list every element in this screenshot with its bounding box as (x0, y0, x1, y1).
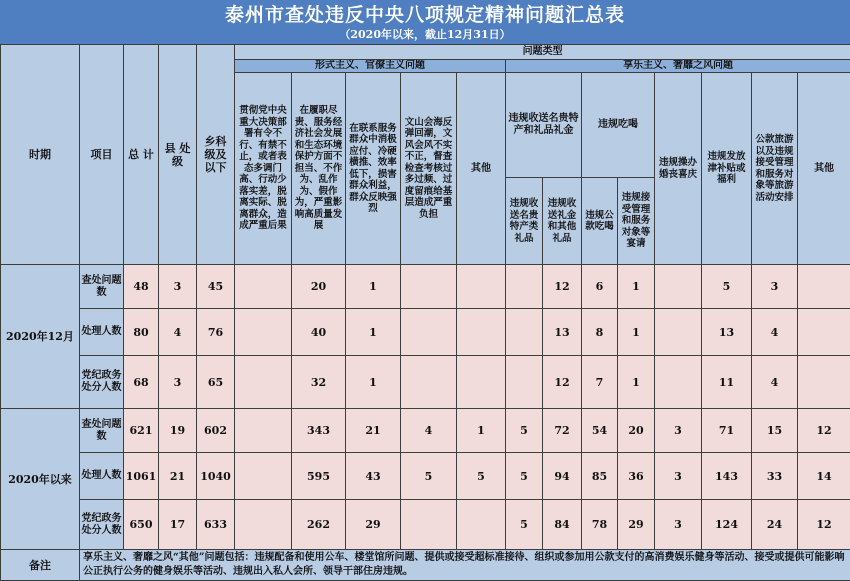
county-cell: 3 (159, 356, 197, 409)
value-cell: 5 (702, 265, 752, 309)
header-subsidy: 违规发放津补贴或福利 (702, 73, 752, 265)
value-cell: 3 (655, 453, 702, 500)
header-eat-group: 违规吃喝 (582, 73, 655, 178)
header-formalism-col4: 文山会海反弹回潮，文风会风不实不正，督查检查考核过多过频、过度留痕给基层造成严重负担 (401, 73, 457, 265)
value-cell (235, 309, 292, 356)
header-township: 乡科级及以下 (197, 45, 235, 265)
total-cell: 80 (124, 309, 159, 356)
table-row (1, 265, 850, 309)
township-cell: 76 (197, 309, 235, 356)
note-text: 享乐主义、奢靡之风“其他”问题包括：违规配备和使用公车、楼堂馆所问题、提供或接受超标准接待、组织或参加用公款支付的高消费娱乐健身等活动、接受或提供可能影响公正执行公务的健身娱乐等活动、违规出入私人会所、领导干部住房违规。 (80, 550, 850, 581)
header-hedonism-other: 其他 (798, 73, 850, 265)
note-row (1, 550, 850, 581)
value-cell: 1 (346, 265, 401, 309)
item-cell: 党纪政务处分人数 (80, 356, 124, 409)
value-cell: 143 (702, 453, 752, 500)
value-cell: 6 (582, 265, 618, 309)
value-cell (655, 356, 702, 409)
header-item: 项目 (80, 45, 124, 265)
value-cell: 15 (752, 409, 798, 453)
value-cell (235, 265, 292, 309)
total-cell: 650 (124, 500, 159, 550)
value-cell: 32 (292, 356, 346, 409)
value-cell: 3 (655, 500, 702, 550)
value-cell: 33 (752, 453, 798, 500)
township-cell: 1040 (197, 453, 235, 500)
period-cell: 2020年以来 (1, 409, 80, 550)
value-cell: 54 (582, 409, 618, 453)
county-cell: 21 (159, 453, 197, 500)
value-cell (235, 453, 292, 500)
value-cell: 1 (618, 356, 655, 409)
header-formalism-col3: 在联系服务群众中消极应付、冷硬横推、效率低下，损害群众利益，群众反映强烈 (346, 73, 401, 265)
header-problem-type: 问题类型 (235, 45, 850, 60)
header-eat-a: 违规公款吃喝 (582, 178, 618, 265)
header-total: 总 计 (124, 45, 159, 265)
value-cell (655, 309, 702, 356)
item-cell: 查处问题数 (80, 265, 124, 309)
value-cell: 3 (752, 265, 798, 309)
header-formalism: 形式主义、官僚主义问题 (235, 60, 506, 73)
value-cell (506, 309, 543, 356)
period-cell: 2020年12月 (1, 265, 80, 409)
county-cell: 3 (159, 265, 197, 309)
value-cell: 13 (543, 309, 582, 356)
county-cell: 17 (159, 500, 197, 550)
value-cell (798, 356, 850, 409)
value-cell: 13 (702, 309, 752, 356)
value-cell: 5 (506, 409, 543, 453)
item-cell: 处理人数 (80, 309, 124, 356)
header-formalism-col2: 在履职尽责、服务经济社会发展和生态环境保护方面不担当、不作为、乱作为、假作为，严重影响高质量发展 (292, 73, 346, 265)
total-cell: 1061 (124, 453, 159, 500)
value-cell: 3 (655, 409, 702, 453)
value-cell: 20 (292, 265, 346, 309)
value-cell: 24 (752, 500, 798, 550)
value-cell: 7 (582, 356, 618, 409)
header-hedonism: 享乐主义、奢靡之风问题 (506, 60, 850, 73)
township-cell: 633 (197, 500, 235, 550)
value-cell: 1 (618, 309, 655, 356)
note-label: 备注 (1, 550, 80, 581)
value-cell (506, 265, 543, 309)
value-cell: 11 (702, 356, 752, 409)
value-cell: 12 (543, 265, 582, 309)
county-cell: 19 (159, 409, 197, 453)
total-cell: 68 (124, 356, 159, 409)
table-row (1, 409, 850, 453)
header-travel: 公款旅游以及违规接受管理和服务对象等旅游活动安排 (752, 73, 798, 265)
township-cell: 65 (197, 356, 235, 409)
value-cell: 12 (798, 500, 850, 550)
township-cell: 602 (197, 409, 235, 453)
value-cell (655, 265, 702, 309)
header-gift-b: 违规收送礼金和其他礼品 (543, 178, 582, 265)
value-cell (457, 356, 506, 409)
value-cell: 1 (457, 409, 506, 453)
total-cell: 48 (124, 265, 159, 309)
township-cell: 45 (197, 265, 235, 309)
summary-table (0, 44, 850, 581)
value-cell (798, 265, 850, 309)
value-cell: 8 (582, 309, 618, 356)
value-cell (457, 309, 506, 356)
header-county: 县 处 级 (159, 45, 197, 265)
value-cell (401, 356, 457, 409)
value-cell (235, 500, 292, 550)
value-cell: 1 (618, 265, 655, 309)
value-cell (401, 500, 457, 550)
value-cell: 71 (702, 409, 752, 453)
value-cell: 1 (346, 309, 401, 356)
header-wedding: 违规操办婚丧喜庆 (655, 73, 702, 265)
value-cell: 21 (346, 409, 401, 453)
value-cell (506, 356, 543, 409)
value-cell (235, 356, 292, 409)
value-cell: 5 (457, 453, 506, 500)
value-cell: 43 (346, 453, 401, 500)
header-formalism-other: 其他 (457, 73, 506, 265)
value-cell: 5 (401, 453, 457, 500)
value-cell (457, 265, 506, 309)
header-gift-a: 违规收送名贵特产类礼品 (506, 178, 543, 265)
value-cell (457, 500, 506, 550)
table-title: 泰州市查处违反中央八项规定精神问题汇总表 (0, 0, 850, 28)
county-cell: 4 (159, 309, 197, 356)
value-cell: 5 (506, 453, 543, 500)
value-cell: 94 (543, 453, 582, 500)
table-row (1, 500, 850, 550)
value-cell: 595 (292, 453, 346, 500)
value-cell: 343 (292, 409, 346, 453)
value-cell: 4 (752, 309, 798, 356)
table-row (1, 453, 850, 500)
value-cell: 84 (543, 500, 582, 550)
value-cell: 20 (618, 409, 655, 453)
header-gift-group: 违规收送名贵特产和礼品礼金 (506, 73, 582, 178)
value-cell: 29 (618, 500, 655, 550)
table-title-bar (0, 0, 850, 44)
value-cell: 85 (582, 453, 618, 500)
value-cell: 29 (346, 500, 401, 550)
value-cell: 12 (543, 356, 582, 409)
value-cell: 5 (506, 500, 543, 550)
value-cell (235, 409, 292, 453)
value-cell: 72 (543, 409, 582, 453)
item-cell: 处理人数 (80, 453, 124, 500)
value-cell: 4 (752, 356, 798, 409)
value-cell: 124 (702, 500, 752, 550)
header-eat-b: 违规接受管理和服务对象等宴请 (618, 178, 655, 265)
header-period: 时期 (1, 45, 80, 265)
value-cell: 40 (292, 309, 346, 356)
value-cell (401, 265, 457, 309)
header-formalism-col1: 贯彻党中央重大决策部署有令不行、有禁不止，或者表态多调门高、行动少落实差，脱离实际、脱离群众，造成严重后果 (235, 73, 292, 265)
value-cell (401, 309, 457, 356)
value-cell: 78 (582, 500, 618, 550)
table-row (1, 309, 850, 356)
table-row (1, 356, 850, 409)
value-cell: 14 (798, 453, 850, 500)
value-cell: 4 (401, 409, 457, 453)
item-cell: 查处问题数 (80, 409, 124, 453)
item-cell: 党纪政务处分人数 (80, 500, 124, 550)
value-cell: 36 (618, 453, 655, 500)
total-cell: 621 (124, 409, 159, 453)
value-cell: 1 (346, 356, 401, 409)
value-cell: 12 (798, 409, 850, 453)
value-cell: 262 (292, 500, 346, 550)
table-subtitle: （2020年以来，截止12月31日） (0, 28, 850, 42)
value-cell (798, 309, 850, 356)
